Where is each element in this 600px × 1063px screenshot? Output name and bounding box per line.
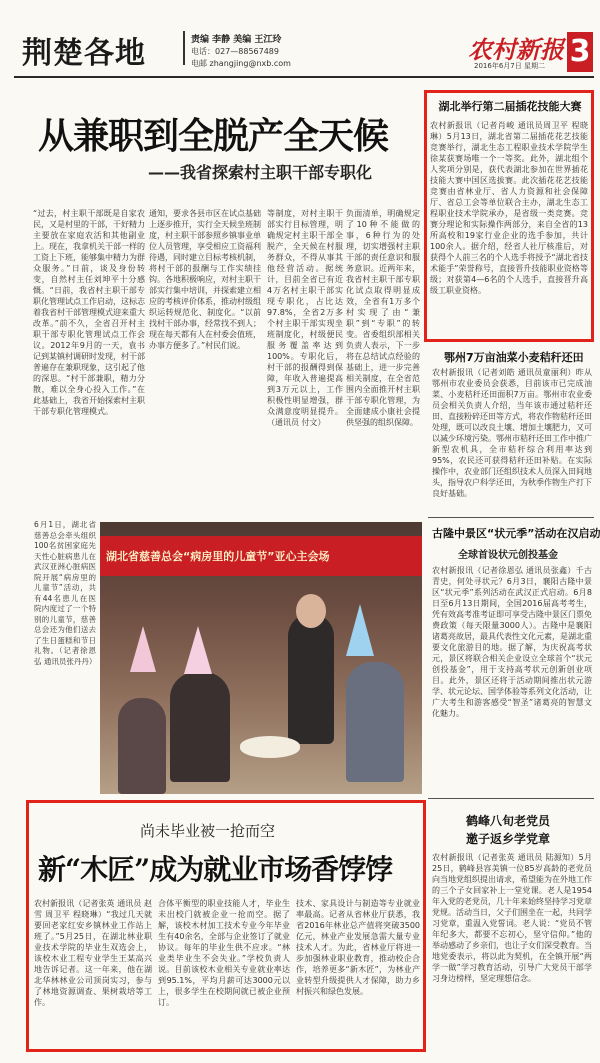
lead-subhead: ——我省探索村主职干部专职化 — [148, 163, 373, 182]
paper-name: 农村新报 — [468, 35, 564, 64]
sidebar-b-rule — [428, 517, 594, 518]
photo-caption: 6月1日，湖北省慈善总会牵头组织100名贫困家庭先天性心脏病患儿在武汉亚洲心脏病医院开展“病房里的儿童节”活动，共有44名患儿在医院内度过了一个特别的儿童节，慈善总会还为他们送去了生日蛋糕和节日礼物。（记者徐恩弘 通讯员张丹丹） — [34, 520, 96, 666]
bottom-col-2: 合体平衡型的职业技能人才，毕业生未出校门就被企业一抢而空。据了解，该校木材加工技术专业今年毕业生有40余名，全部与企业签订了就业协议。每年的毕业生供不应求。“林业类毕业生不会失业。”学校负责人说。目前该校木业相关专业就业率达到95.1%，平均月薪可达3000元以上，很多学生在校期间就已被企业预订。 — [158, 899, 290, 1007]
sidebar-c-subtitle: 全球首设状元创投基金 — [458, 550, 558, 561]
party-hat-icon — [346, 604, 374, 656]
person-figure — [296, 594, 326, 628]
lead-col-3: 等制度，对村主职干部实行目标管理，明确规定村主职干部全脱产，全天候在村服务群众，不得从事其他经营活动。据统计，目前全省已有近4万名村主职干部实现专职化，占比达97.8%，全省2万多个村主职干部实现坐班制度化，村级便民服务覆盖率达到100%。专职化后，村干部的报酬得到保障，年收入普遍提高到3万元以上，工作积极性明显增强，群众满意度明显提升。（通讯员 付文） — [267, 209, 343, 427]
page-number: 3 — [569, 34, 591, 69]
bottom-col-1: 农村新报讯（记者张英 通讯员 赵雪 周卫平 程晓琳）“我过几天就要回老家红安乡镇林业工作站上班了。”5月25日，在湖北林业职业技术学院的毕业生双选会上，该校木业工程专业学生王某高兴地告诉记者。这一年来，他在湖北华林林业公司顶岗实习，参与了林地资源调查、果树栽培等工作。 — [34, 899, 152, 1007]
sidebar-c-rule — [428, 798, 594, 799]
header — [0, 0, 600, 76]
section-title: 荆楚各地 — [22, 36, 146, 71]
person-figure — [288, 614, 334, 744]
lead-col-4: 负面清单，明确规定了10种不能做的事，6种行为的处理，切实增强村主职干部的责任意识和服务意识。近两年来，我省村主职干部专职化试点取得明显成效，全省有1万多个村实现了由“兼职”到“专职”的转变。省委组织部相关负责人表示，下一步将在总结试点经验的基础上，进一步完善相关制度，在全省范围内全面推开村主职干部专职化管理，为全面建成小康社会提供坚强的组织保障。 — [346, 209, 420, 427]
sidebar-b-title: 鄂州7万亩油菜小麦秸秆还田 — [444, 351, 584, 364]
sidebar-b-body: 农村新报讯（记者刘皓 通讯员童丽利）昨从鄂州市农业委员会获悉，目前该市已完成油菜、小麦秸秆还田面积7万亩。鄂州市农业委员会相关负责人介绍，当年该市通过秸秆还田、直接粉碎还田等方式，将农作物秸秆还田处理，既可以改良土壤、增加土壤肥力，又可以减少环境污染。鄂州市秸秆还田工作中推广新型农机具，全市秸秆综合利用率达到95%，农民还可获得秸秆还田补贴。在实际操作中，农业部门还组织技术人员深入田间地头，指导农户科学还田，为秋季作物生产打下良好基础。 — [432, 368, 592, 498]
sidebar-d-body: 农村新报讯（记者张英 通讯员 陆源知）5月25日，鹤峰县容美镇一位85岁高龄的老党员向当地党组织提出请求，希望能为在外地工作的三个子女回家补上一堂党课。老人是1954年入党的老党员，几十年来始终坚持学习党章党规。活动当日，父子们围坐在一起，共同学习党章，重温入党誓词。老人说：“党员不管年纪多大，都要不忘初心，坚守信仰。”他的举动感动了乡亲们，也让子女们深受教育。当地党委表示，将以此为契机，在全镇开展“两学一做”学习教育活动，引导广大党员干部学习身边榜样，坚定理想信念。 — [432, 853, 592, 983]
person-figure — [346, 662, 404, 782]
phone-line: 电话：027—88567489 — [191, 47, 279, 56]
party-hat-icon — [184, 626, 212, 674]
section-title-rule — [183, 31, 185, 65]
person-figure — [170, 672, 230, 782]
cake — [240, 736, 300, 758]
bottom-kicker: 尚未毕业被一抢而空 — [140, 822, 276, 840]
email-line: 电邮 zhangjing@nxb.com — [191, 59, 291, 68]
sidebar-d-title-2: 邀子返乡学党章 — [466, 832, 551, 846]
sidebar-a-body: 农村新报讯（记者肖峻 通讯员周卫平 程晓琳）5月13日，湖北省第二届插花花艺技能竞赛举行，湖北生态工程职业技术学院学生徐某获赛场唯一个一等奖。此外，湖北组个人奖项分别是，获代表湖北参加在世界插花技能大赛中国区选拔赛。此次插花花艺技能竞赛由省林业厅、省人力资源和社会保障厅、省总工会等单位联合主办，湖北生态工程职业技术学院承办，是省级一类竞赛。竞赛分理论和实际操作两部分，来自全省的13所高校和19家行业企业的选手参加，共计100余人。据介绍，经省人社厅核准后，对获得个人前三名的个人选手将授予“湖北省技术能手”荣誉称号，直接晋升技能职业资格等级；对获第4—6名的个人选手，直接晋升高级工职业资格。 — [430, 121, 588, 295]
photo-banner-text: 湖北省慈善总会“病房里的儿童节”亚心主会场 — [106, 550, 330, 563]
sidebar-a-title: 湖北举行第二届插花技能大赛 — [438, 100, 582, 113]
bottom-headline: 新“木匠”成为就业市场香饽饽 — [38, 853, 393, 886]
event-photo — [100, 522, 422, 794]
lead-headline: 从兼职到全脱产全天候 — [38, 115, 389, 157]
sidebar-d-title-1: 鹤峰八旬老党员 — [466, 814, 551, 828]
header-rule — [14, 76, 594, 78]
person-figure — [118, 698, 166, 794]
editor-line: 责编 李静 美编 王江玲 — [191, 35, 282, 45]
bottom-col-3: 技术、家具设计与制造等专业就业率最高。记者从省林业厅获悉，我省2016年林业总产值将突破3500亿元，林业产业发展急需大量专业技术人才。为此，省林业厅将进一步加强林业职业教育，推动校企合作，培养更多“新木匠”，为林业产业转型升级提供人才保障，助力乡村振兴和绿色发展。 — [296, 899, 420, 996]
lead-col-2: 通知，要求各县市区在试点基础上逐步推开，实行全天候坐班制度，村主职干部参照乡镇事业单位人员管理，享受相应工资福利待遇，同时建立目标考核机制，将村干部的报酬与工作实绩挂钩。各地积极响应，对村主职干部实行集中培训，并探索建立相应的考核评价体系，推动村级组织运转规范化、制度化。“以前找村干部办事，经常找不到人；现在每天都有人在村委会值班，办事方便多了。”村民们说。 — [149, 209, 261, 350]
date-line: 2016年6月7日 星期二 — [474, 62, 545, 70]
party-hat-icon — [130, 626, 156, 672]
sidebar-c-title: 古隆中景区“状元季”活动在汉启动 — [432, 527, 600, 540]
lead-col-1: “过去，村主职干部既是自家农民，又是村里的干部，干好精力主要放在家庭农活和其他副业上。现在，我拿机关干部一样的工资上下班，能够集中精力为群众服务。”日前，谈及身份转变，自然村主任刘坤平十分感慨。“日前，我省村主职干部专职化管理试点工作启动，这标志着我省村干部管理模式迎来重大改革。”前不久，全省召开村主职干部专职化管理试点工作会议。2012年9月的一天，袁书记到某镇村调研时发现，村干部普遍存在兼职现象，这引起了他的深思。“村干部兼职，精力分散，难以全身心投入工作。”在此基础上，我省开始探索村主职干部专职化管理模式。 — [33, 209, 145, 416]
sidebar-c-body: 农村新报讯（记者徐恩弘 通讯员张鑫）千古青史，何处寻状元？6月3日，襄阳古隆中景区“状元季”系列活动在武汉正式启动。6月8日至6月13日期间，全国2016届高考考生，凭有效高考准考证即可享受古隆中景区门票免费政策（每天限量3000人）。古隆中是襄阳诸葛亮故居，最具代表性文化元素，是湖北重要文化旅游目的地。据了解，为庆祝高考状元，景区将联合相关企业设立全球首个“状元创投基金”，用于支持高考状元创新创业项目。此外，景区还将于活动期间推出状元游学、状元论坛、国学体验等系列文化活动，让广大考生和游客感受“智圣”诸葛亮的智慧文化魅力。 — [432, 566, 592, 718]
